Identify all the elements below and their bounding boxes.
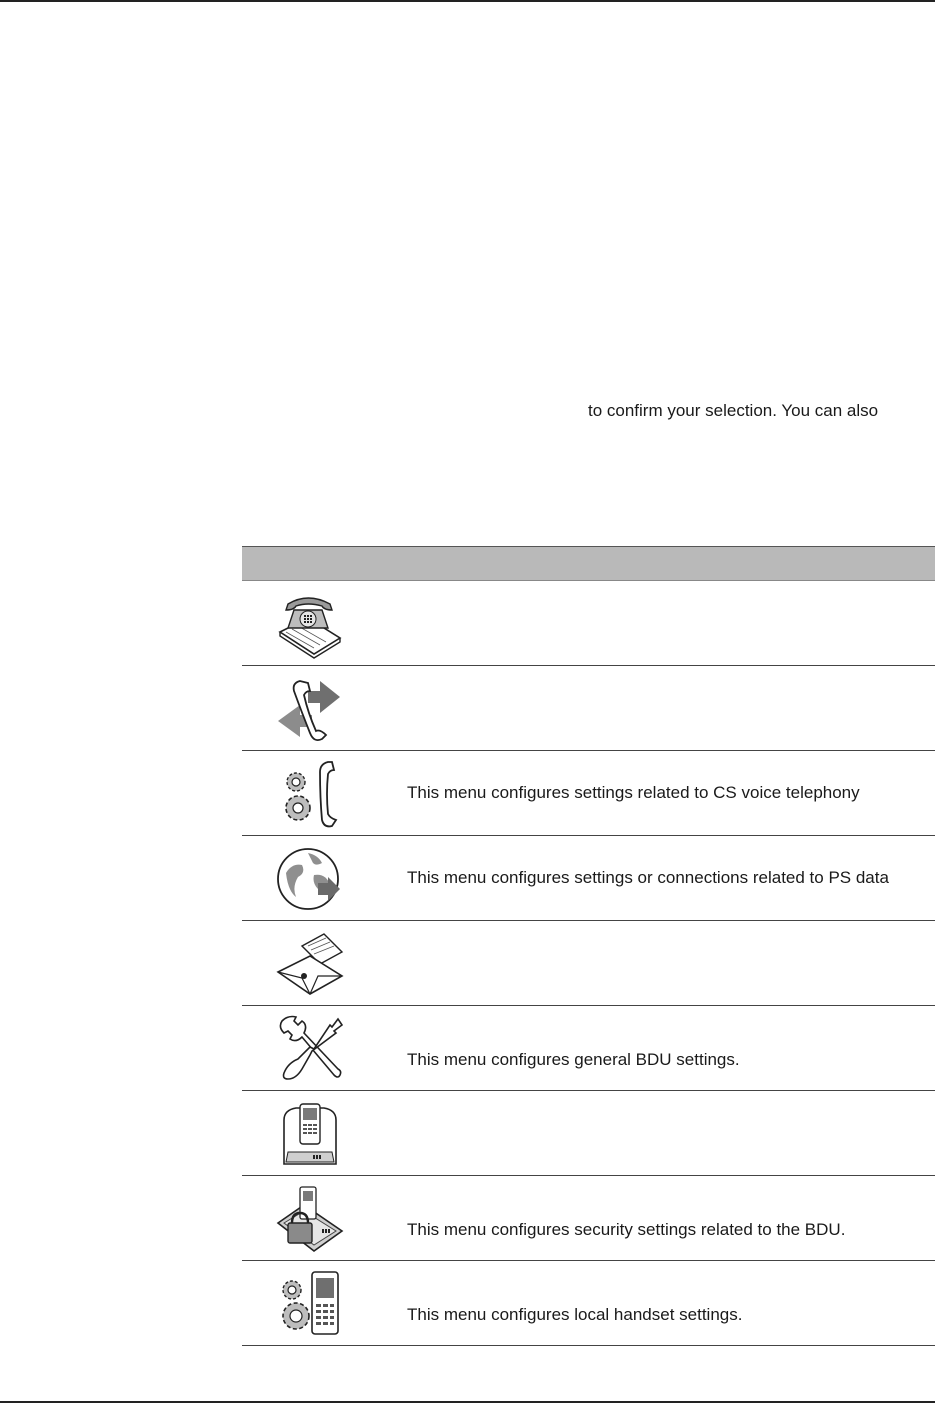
table-header <box>242 546 935 581</box>
row-description: This menu configures security settings related to the BDU. <box>407 1220 846 1239</box>
row-description: This menu configures settings or connections related to PS data <box>407 868 889 887</box>
row-description: This menu configures general BDU settings. <box>407 1050 740 1069</box>
table-row <box>242 921 935 1006</box>
phonebook-icon <box>274 588 346 660</box>
intro-text-fragment: to confirm your selection. You can also <box>588 401 879 420</box>
globe-data-icon <box>274 843 346 915</box>
table-row <box>242 1006 935 1091</box>
table-row <box>242 836 935 921</box>
handset-settings-icon <box>274 1268 346 1340</box>
row-description: This menu configures local handset settings. <box>407 1305 743 1324</box>
menu-table <box>242 546 935 1346</box>
docking-station-icon <box>274 1098 346 1170</box>
wrench-screwdriver-icon <box>274 1013 346 1085</box>
security-lock-icon <box>274 1183 346 1255</box>
top-rule <box>0 0 935 2</box>
table-row <box>242 1176 935 1261</box>
table-row <box>242 1091 935 1176</box>
table-row <box>242 581 935 666</box>
row-description: This menu configures settings related to CS voice telephony <box>407 783 860 802</box>
messages-icon <box>274 928 346 1000</box>
voice-settings-icon <box>274 758 346 830</box>
table-row <box>242 751 935 836</box>
call-transfer-icon <box>274 673 346 745</box>
table-row <box>242 666 935 751</box>
bottom-rule <box>0 1401 935 1403</box>
table-row <box>242 1261 935 1346</box>
